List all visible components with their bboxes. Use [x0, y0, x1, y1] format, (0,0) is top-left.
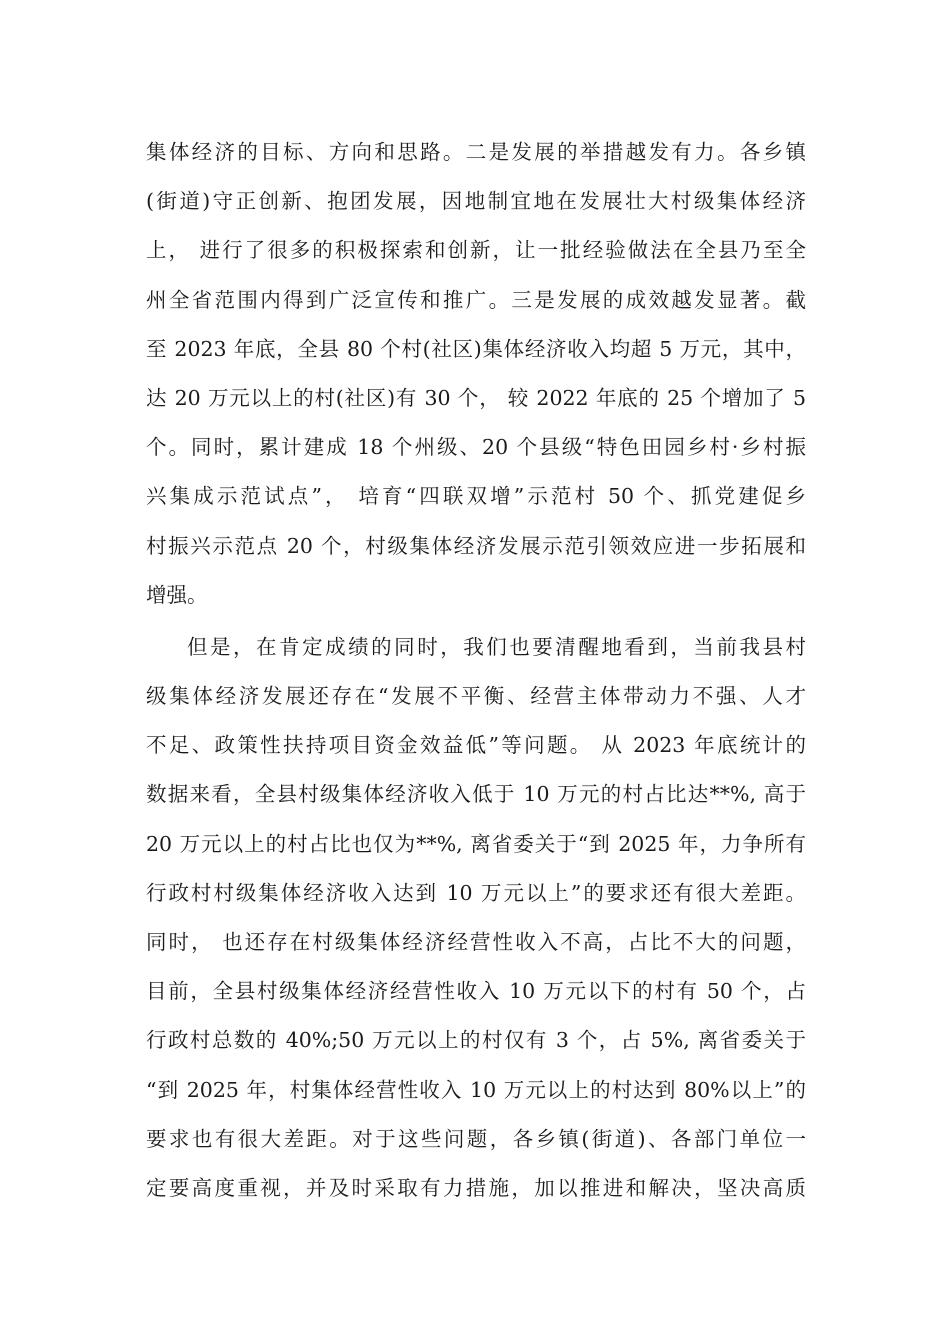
- text-line: 但是，在肯定成绩的同时，我们也要清醒地看到，当前我县村: [187, 634, 806, 659]
- text-line: 不足、政策性扶持项目资金效益低”等问题。 从 2023 年底统计的: [146, 733, 806, 758]
- text-line: 级集体经济发展还存在“发展不平衡、经营主体带动力不强、人才: [146, 684, 806, 709]
- text-line: 州全省范围内得到广泛宣传和推广。三是发展的成效越发显著。截: [146, 287, 806, 312]
- text-line: 村振兴示范点 20 个，村级集体经济发展示范引领效应进一步拓展和: [146, 533, 806, 558]
- text-line: 目前，全县村级集体经济经营性收入 10 万元以下的村有 50 个，占: [146, 979, 806, 1004]
- text-line: 集体经济的目标、方向和思路。二是发展的举措越发有力。各乡镇: [146, 140, 806, 164]
- text-line: 达 20 万元以上的村(社区)有 30 个， 较 2022 年底的 25 个增加了 5: [146, 385, 806, 410]
- text-line: 上， 进行了很多的积极探索和创新，让一批经验做法在全县乃至全: [146, 238, 806, 263]
- text-line: 同时， 也还存在村级集体经济经营性收入不高，占比不大的问题，: [146, 930, 806, 954]
- text-line: 行政村村级集体经济收入达到 10 万元以上”的要求还有很大差距。: [146, 880, 806, 905]
- text-line: “到 2025 年，村集体经营性收入 10 万元以上的村达到 80%以上”的: [146, 1077, 806, 1102]
- text-line: 定要高度重视，并及时采取有力措施，加以推进和解决，坚决高质: [146, 1175, 806, 1200]
- text-line: 兴集成示范试点”， 培育“四联双增”示范村 50 个、抓党建促乡: [146, 484, 806, 509]
- text-line: (街道)守正创新、抱团发展，因地制宜地在发展壮大村级集体经济: [146, 189, 806, 214]
- text-line: 要求也有很大差距。对于这些问题，各乡镇(街道)、各部门单位一: [146, 1126, 806, 1151]
- paragraph-1: [146, 128, 806, 620]
- text-line: 20 万元以上的村占比也仅为**%, 离省委关于“到 2025 年，力争所有: [146, 831, 806, 856]
- text-line: 个。同时，累计建成 18 个州级、20 个县级“特色田园乡村·乡村振: [146, 435, 806, 460]
- text-line: 增强。: [146, 582, 208, 607]
- text-line: 行政村总数的 40%;50 万元以上的村仅有 3 个，占 5%, 离省委关于: [146, 1028, 806, 1053]
- text-line: 数据来看，全县村级集体经济收入低于 10 万元的村占比达**%, 高于: [146, 782, 806, 807]
- text-line: 至 2023 年底，全县 80 个村(社区)集体经济收入均超 5 万元，其中，: [146, 336, 806, 361]
- paragraph-2: [146, 623, 806, 1213]
- body-text: [146, 128, 806, 1213]
